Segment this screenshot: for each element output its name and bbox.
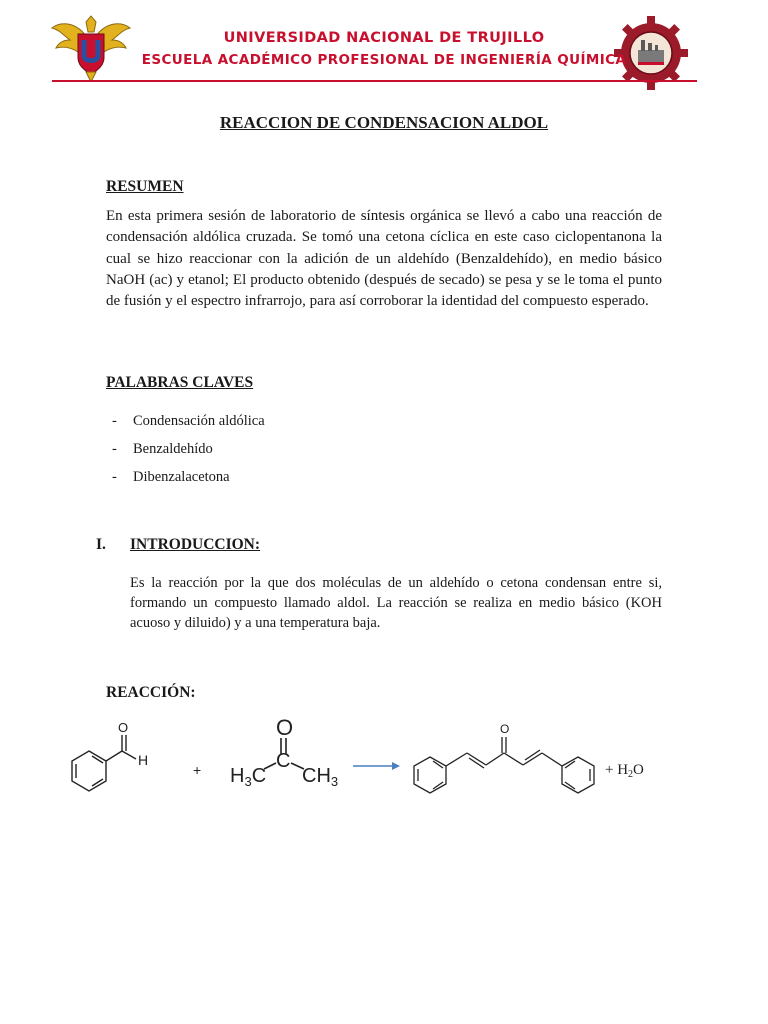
introduccion-paragraph: Es la reacción por la que dos moléculas de un aldehído o cetona condensan entre si, formando un compuesto llamado aldol. La reacción se realiza en medio básico (KOH acuoso y diluido) y a una temperatura baja. (130, 575, 662, 631)
reaccion-heading: REACCIÓN: (106, 684, 196, 701)
keyword-bullet: - (112, 441, 117, 457)
acetone-o-label: O (276, 715, 294, 740)
keyword-text: Condensación aldólica (133, 413, 265, 429)
acetone-c-label: C (276, 750, 291, 772)
resumen-paragraph: En esta primera sesión de laboratorio de síntesis orgánica se llevó a cabo una reacción de condensación aldólica cruzada. Se tomó una cetona cíclica en este caso ciclopentanona la cual se hizo reaccionar con la adición de un aldehído (Benzaldehído), en medio básico NaOH (ac) y etanol; El producto obtenido (después de secado) se pesa y se le toma el punto de fusión y el espectro infrarrojo, para así corroborar la identidad del compuesto esperado. (106, 208, 662, 310)
keyword-item (112, 469, 230, 486)
keyword-text: Benzaldehído (133, 441, 213, 457)
dibenzalacetone-structure (414, 737, 594, 793)
acetone-ch3-label: $CH_3$ (302, 765, 339, 789)
university-name: UNIVERSIDAD NACIONAL DE TRUJILLO (223, 30, 545, 46)
dibenzalacetone-o-label: O (500, 722, 510, 736)
keyword-item (112, 441, 213, 458)
reaction-scheme (0, 705, 768, 815)
school-name: ESCUELA ACADÉMICO PROFESIONAL DE INGENIERÍA QUÍMICA (141, 52, 627, 68)
benzaldehyde-o-label: O (118, 720, 129, 735)
keyword-text: Dibenzalacetona (133, 469, 230, 485)
reaction-plus: + (193, 762, 202, 778)
introduccion-heading: INTRODUCCION: (130, 536, 261, 553)
reaction-arrow (353, 762, 400, 770)
water-label: + $H_2O$ (605, 762, 644, 780)
benzaldehyde-h-label: H (138, 752, 149, 768)
header-rule (52, 80, 697, 82)
keywords-heading: PALABRAS CLAVES (106, 374, 254, 391)
section-number: I. (96, 536, 106, 553)
acetone-h3c-label: $H_3C$ (230, 765, 267, 789)
university-logo (50, 14, 132, 82)
resumen-heading: RESUMEN (106, 178, 184, 195)
keyword-item (112, 413, 265, 430)
benzaldehyde-structure (72, 735, 136, 791)
keyword-bullet: - (112, 413, 117, 429)
document-title: REACCION DE CONDENSACION ALDOL (219, 113, 549, 132)
keyword-bullet: - (112, 469, 117, 485)
